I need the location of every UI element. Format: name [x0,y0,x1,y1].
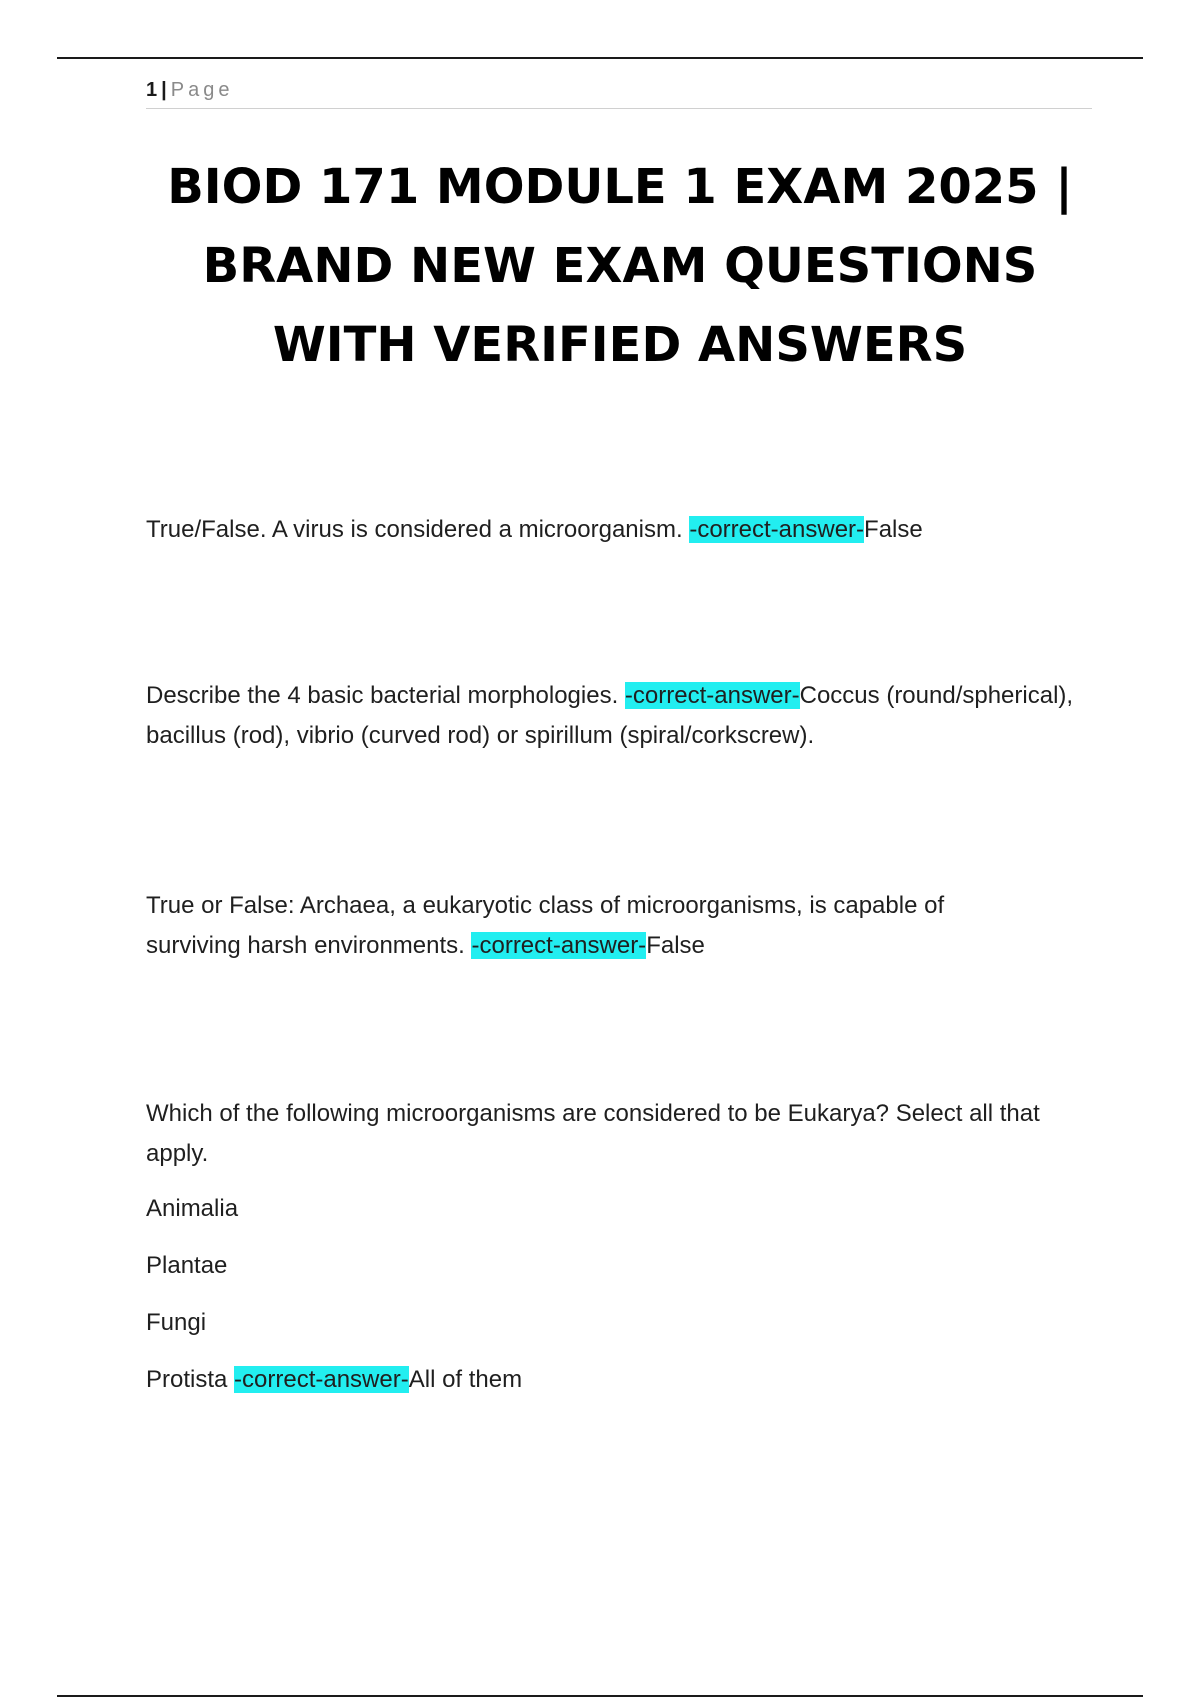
page-number: 1 [146,79,158,101]
answer-text: Coccus (round/spherical), bacillus (rod), vibrio (curved rod) or spirillum (spiral/corkscrew). [146,682,1074,749]
page-label: Page [170,79,234,101]
answer-marker: -correct-answer- [471,932,647,959]
title-line-1: BIOD 171 MODULE 1 EXAM 2025 | [167,159,1073,215]
answer-marker: -correct-answer- [624,682,800,709]
question-1 [146,510,1106,550]
page-bottom-rule [57,1695,1143,1697]
option-animalia: Animalia [146,1195,239,1222]
answer-marker: -correct-answer- [689,516,865,543]
page-header [146,76,1092,109]
question-text: True/False. A virus is considered a microorganism. [146,516,690,543]
answer-text: All of them [408,1366,523,1393]
answer-marker: -correct-answer- [234,1366,409,1393]
title-line-3: WITH VERIFIED ANSWERS [272,317,968,373]
page-top-rule [57,57,1143,59]
question-text: Describe the 4 basic bacterial morphologies. [146,682,625,709]
answer-text: False [864,516,923,543]
document-title [100,148,1140,385]
title-line-2: BRAND NEW EXAM QUESTIONS [202,238,1038,294]
question-4 [146,1094,1076,1174]
question-text: Which of the following microorganisms are considered to be Eukarya? Select all that apply. [146,1100,1040,1167]
question-3 [146,886,1006,966]
option-fungi: Fungi [146,1309,207,1336]
option-protista [146,1360,522,1400]
question-2 [146,676,1106,756]
question-text: True or False: Archaea, a eukaryotic class of microorganisms, is capable of surviving harsh environments. [146,892,945,959]
option-plantae: Plantae [146,1252,228,1279]
page-separator: | [161,79,167,101]
option-text: Protista [146,1366,235,1393]
answer-text: False [646,932,705,959]
